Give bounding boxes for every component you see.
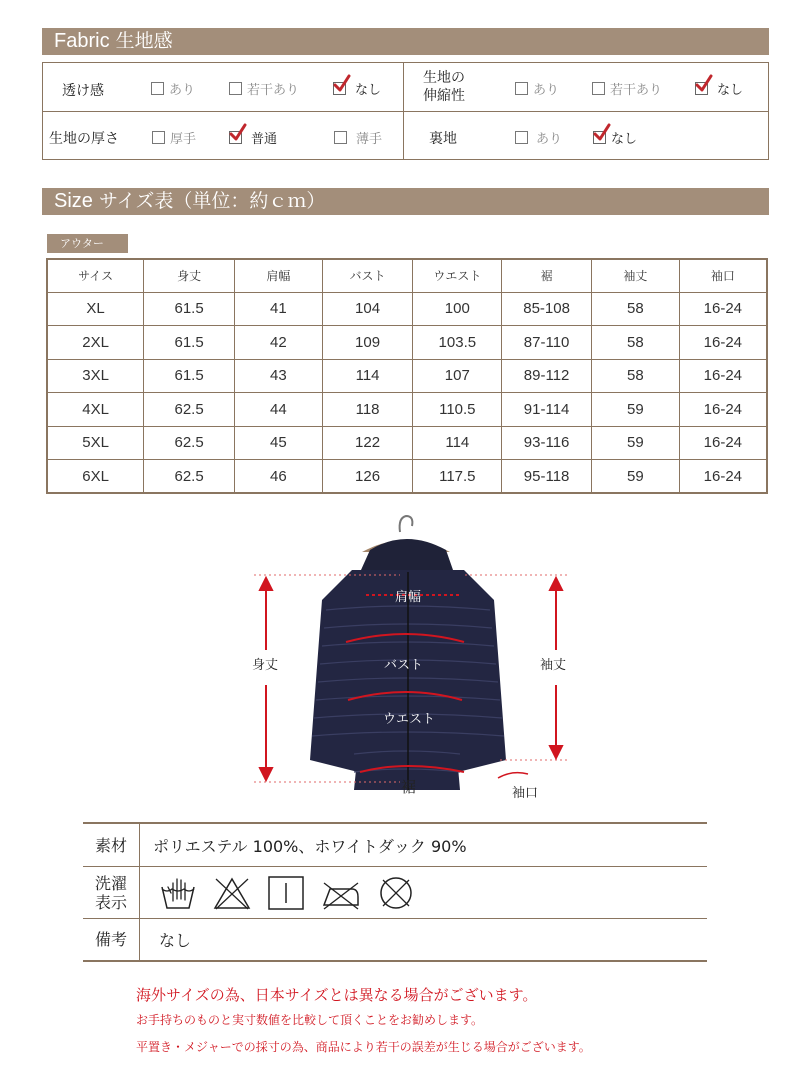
fabric-divider-v [403, 63, 404, 159]
table-cell: 42 [234, 326, 322, 360]
fabric-opt-lining-yes[interactable]: あり [515, 128, 562, 147]
checkbox-checked-icon[interactable] [593, 131, 606, 144]
info-row-material [83, 822, 707, 866]
fabric-label-thickness: 生地の厚さ [49, 131, 119, 147]
label-length: 身丈 [252, 658, 279, 673]
notes-label: 備考 [83, 919, 140, 960]
info-row-notes [83, 918, 707, 962]
table-cell: 104 [322, 292, 413, 326]
table-cell: 16-24 [679, 326, 767, 360]
table-cell: 126 [322, 460, 413, 494]
table-row [47, 359, 767, 393]
notes-value: なし [159, 931, 192, 950]
table-cell: 43 [234, 359, 322, 393]
table-cell: 93-116 [502, 426, 592, 460]
checkbox-icon[interactable] [229, 82, 242, 95]
col-header: 袖丈 [591, 259, 679, 292]
table-cell: 110.5 [413, 393, 502, 427]
table-cell: 62.5 [144, 393, 235, 427]
table-cell: 59 [591, 460, 679, 494]
table-row [47, 426, 767, 460]
fabric-label-lining: 裏地 [429, 131, 457, 147]
col-header: バスト [322, 259, 413, 292]
label-sleeve-length: 袖丈 [540, 658, 567, 673]
table-cell: XL [47, 292, 144, 326]
table-cell: 44 [234, 393, 322, 427]
table-cell: 59 [591, 393, 679, 427]
size-table [46, 258, 768, 494]
table-cell: 62.5 [144, 460, 235, 494]
hand-wash-icon [159, 875, 197, 911]
table-cell: 58 [591, 359, 679, 393]
fabric-opt-thick[interactable]: 厚手 [152, 128, 196, 147]
table-cell: 16-24 [679, 359, 767, 393]
table-cell: 87-110 [502, 326, 592, 360]
fabric-box [42, 62, 769, 160]
no-bleach-icon [212, 875, 252, 911]
table-cell: 107 [413, 359, 502, 393]
material-label: 素材 [83, 824, 140, 866]
table-cell: 114 [322, 359, 413, 393]
label-waist: ウエスト [383, 712, 436, 727]
table-cell: 122 [322, 426, 413, 460]
label-cuff: 袖口 [512, 786, 539, 801]
table-cell: 118 [322, 393, 413, 427]
col-header: 身丈 [144, 259, 235, 292]
table-cell: 6XL [47, 460, 144, 494]
info-row-care [83, 866, 707, 918]
info-table [83, 822, 707, 962]
table-cell: 16-24 [679, 460, 767, 494]
table-cell: 91-114 [502, 393, 592, 427]
fabric-opt-thin[interactable]: 薄手 [334, 128, 382, 147]
table-cell: 5XL [47, 426, 144, 460]
checkbox-icon[interactable] [515, 82, 528, 95]
label-bust: バスト [384, 658, 424, 673]
fabric-opt-sheer-slight[interactable]: 若干あり [229, 79, 299, 98]
checkbox-icon[interactable] [152, 131, 165, 144]
table-cell: 46 [234, 460, 322, 494]
note-line-3: 平置き・メジャーでの採寸の為、商品により若干の誤差が生じる場合がございます。 [136, 1040, 591, 1054]
col-header: 裾 [502, 259, 592, 292]
label-shoulder: 肩幅 [395, 590, 422, 605]
checkbox-checked-icon[interactable] [695, 82, 708, 95]
fabric-opt-normal[interactable]: 普通 [229, 128, 277, 147]
table-cell: 100 [413, 292, 502, 326]
table-row [47, 460, 767, 494]
table-cell: 2XL [47, 326, 144, 360]
care-label: 洗濯 表示 [83, 867, 140, 918]
fabric-opt-stretch-slight[interactable]: 若干あり [592, 79, 662, 98]
fabric-divider-h [43, 111, 768, 112]
fabric-opt-sheer-yes[interactable]: あり [151, 79, 195, 98]
checkbox-icon[interactable] [592, 82, 605, 95]
note-line-1: 海外サイズの為、日本サイズとは異なる場合がございます。 [136, 986, 538, 1004]
table-cell: 85-108 [502, 292, 592, 326]
table-cell: 95-118 [502, 460, 592, 494]
line-dry-icon [267, 875, 305, 911]
col-header: サイス [47, 259, 144, 292]
fabric-opt-stretch-no[interactable]: なし [695, 79, 743, 98]
care-icons [159, 867, 415, 918]
table-cell: 62.5 [144, 426, 235, 460]
no-dry-clean-icon [377, 875, 415, 911]
label-hem: 裾 [401, 778, 417, 796]
col-header: 肩幅 [234, 259, 322, 292]
table-cell: 117.5 [413, 460, 502, 494]
table-cell: 109 [322, 326, 413, 360]
col-header: 袖口 [679, 259, 767, 292]
fabric-header-jp: 生地感 [115, 30, 173, 52]
table-cell: 61.5 [144, 359, 235, 393]
table-cell: 16-24 [679, 292, 767, 326]
size-table-header [47, 259, 767, 292]
material-value: ポリエステル 100%、ホワイトダック 90% [153, 836, 467, 856]
outer-tag: アウター [47, 234, 128, 253]
size-header-en: Size [54, 190, 93, 212]
note-line-2: お手持ちのものと実寸数値を比較して頂くことをお勧めします。 [136, 1013, 484, 1027]
table-cell: 58 [591, 326, 679, 360]
table-cell: 89-112 [502, 359, 592, 393]
checkbox-checked-icon[interactable] [333, 82, 346, 95]
table-row [47, 326, 767, 360]
table-cell: 103.5 [413, 326, 502, 360]
fabric-opt-stretch-yes[interactable]: あり [515, 79, 559, 98]
checkbox-icon[interactable] [334, 131, 347, 144]
fabric-label-sheerness: 透け感 [62, 83, 104, 99]
table-cell: 61.5 [144, 292, 235, 326]
table-cell: 4XL [47, 393, 144, 427]
table-cell: 41 [234, 292, 322, 326]
fabric-label-stretch: 生地の 伸縮性 [423, 70, 465, 104]
fabric-header-en: Fabric [54, 30, 110, 52]
checkbox-icon[interactable] [151, 82, 164, 95]
table-cell: 16-24 [679, 393, 767, 427]
table-cell: 58 [591, 292, 679, 326]
table-cell: 114 [413, 426, 502, 460]
table-cell: 16-24 [679, 426, 767, 460]
table-row [47, 393, 767, 427]
fabric-opt-lining-no[interactable]: なし [593, 128, 637, 147]
table-cell: 45 [234, 426, 322, 460]
size-header [42, 188, 769, 215]
table-cell: 61.5 [144, 326, 235, 360]
fabric-opt-sheer-no[interactable]: なし [333, 79, 381, 98]
checkbox-checked-icon[interactable] [229, 131, 242, 144]
fabric-header [42, 28, 769, 55]
col-header: ウエスト [413, 259, 502, 292]
table-cell: 3XL [47, 359, 144, 393]
table-cell: 59 [591, 426, 679, 460]
checkbox-icon[interactable] [515, 131, 528, 144]
size-header-jp: サイズ表（単位：約ｃｍ） [98, 190, 326, 212]
table-row [47, 292, 767, 326]
jacket-diagram [250, 510, 580, 810]
low-iron-icon [320, 875, 362, 911]
